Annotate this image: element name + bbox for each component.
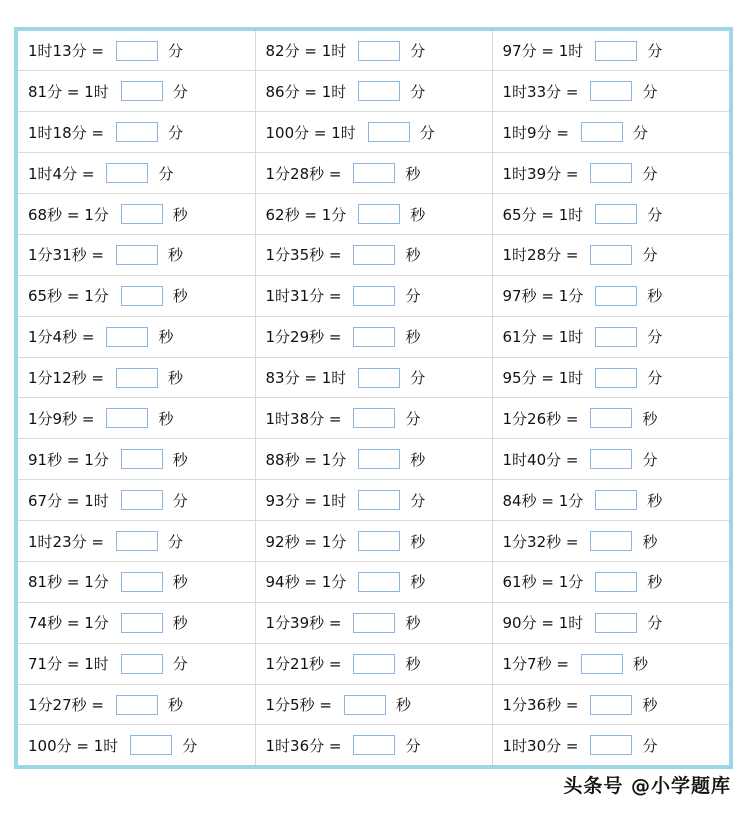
answer-box[interactable] (116, 41, 158, 61)
unit-label: 分 (419, 123, 435, 142)
table-row (18, 561, 729, 602)
question-text: 81分 = 1时 (28, 82, 109, 101)
question-text: 1时31分 = (265, 287, 342, 306)
question-text: 67分 = 1时 (28, 491, 109, 510)
question-text: 90分 = 1时 (502, 614, 584, 633)
answer-box[interactable] (116, 245, 158, 265)
answer-box[interactable] (121, 572, 163, 592)
table-row (18, 194, 729, 235)
question-text: 1时23分 = (28, 532, 104, 551)
table-row (18, 398, 729, 439)
answer-box[interactable] (121, 654, 163, 674)
answer-box[interactable] (358, 490, 400, 510)
question-text: 82分 = 1时 (265, 42, 347, 61)
exercise-cell (18, 194, 255, 235)
answer-box[interactable] (353, 654, 395, 674)
exercise-cell (255, 357, 492, 398)
unit-label: 分 (182, 736, 198, 755)
exercise-cell (255, 153, 492, 194)
question-text: 86分 = 1时 (265, 82, 347, 101)
exercise-cell (18, 480, 255, 521)
answer-box[interactable] (358, 81, 400, 101)
answer-box[interactable] (353, 286, 395, 306)
table-row (18, 439, 729, 480)
unit-label: 分 (410, 42, 426, 61)
question-text: 1时38分 = (265, 409, 342, 428)
exercise-cell (18, 234, 255, 275)
question-text: 1时9分 = (502, 123, 569, 142)
unit-label: 分 (647, 328, 663, 347)
answer-box[interactable] (121, 81, 163, 101)
exercise-cell (18, 316, 255, 357)
question-text: 71分 = 1时 (28, 655, 109, 674)
table-row (18, 602, 729, 643)
question-text: 1分29秒 = (265, 328, 342, 347)
question-text: 1时4分 = (28, 164, 95, 183)
exercise-cell (492, 521, 729, 562)
unit-label: 分 (405, 409, 421, 428)
answer-box[interactable] (353, 735, 395, 755)
answer-box[interactable] (590, 449, 632, 469)
question-text: 61秒 = 1分 (502, 573, 584, 592)
unit-label: 秒 (405, 164, 421, 183)
answer-box[interactable] (590, 531, 632, 551)
answer-box[interactable] (590, 163, 632, 183)
table-row (18, 521, 729, 562)
exercise-cell (18, 153, 255, 194)
worksheet (14, 27, 733, 769)
exercise-cell (18, 112, 255, 153)
answer-box[interactable] (595, 613, 637, 633)
unit-label: 分 (405, 287, 421, 306)
question-text: 97分 = 1时 (502, 42, 584, 61)
question-text: 1分31秒 = (28, 246, 104, 265)
unit-label: 秒 (158, 409, 174, 428)
exercise-cell (492, 561, 729, 602)
exercise-cell (18, 561, 255, 602)
answer-box[interactable] (121, 449, 163, 469)
question-text: 100分 = 1时 (28, 736, 119, 755)
table-row (18, 234, 729, 275)
unit-label: 分 (172, 491, 188, 510)
question-text: 1时40分 = (502, 450, 579, 469)
unit-label: 秒 (172, 614, 188, 633)
question-text: 1时13分 = (28, 42, 104, 61)
unit-label: 分 (647, 42, 663, 61)
answer-box[interactable] (590, 81, 632, 101)
answer-box[interactable] (121, 286, 163, 306)
unit-label: 分 (642, 736, 658, 755)
unit-label: 分 (410, 82, 426, 101)
exercise-cell (492, 275, 729, 316)
question-text: 94秒 = 1分 (265, 573, 347, 592)
unit-label: 分 (647, 205, 663, 224)
exercise-cell (255, 643, 492, 684)
answer-box[interactable] (116, 122, 158, 142)
answer-box[interactable] (353, 245, 395, 265)
unit-label: 秒 (405, 246, 421, 265)
unit-label: 秒 (405, 614, 421, 633)
table-row (18, 725, 729, 765)
question-text: 1时18分 = (28, 123, 104, 142)
exercise-cell (18, 31, 255, 71)
question-text: 74秒 = 1分 (28, 614, 109, 633)
question-text: 88秒 = 1分 (265, 450, 347, 469)
exercise-cell (255, 480, 492, 521)
unit-label: 分 (172, 655, 188, 674)
unit-label: 秒 (410, 450, 426, 469)
exercise-cell (492, 153, 729, 194)
exercise-cell (255, 194, 492, 235)
question-text: 1分32秒 = (502, 532, 579, 551)
exercise-cell (18, 71, 255, 112)
question-text: 1分28秒 = (265, 164, 342, 183)
question-text: 1分39秒 = (265, 614, 342, 633)
question-text: 65分 = 1时 (502, 205, 584, 224)
unit-label: 秒 (647, 491, 663, 510)
question-text: 1时28分 = (502, 246, 579, 265)
answer-box[interactable] (106, 408, 148, 428)
unit-label: 分 (172, 82, 188, 101)
answer-box[interactable] (595, 368, 637, 388)
answer-box[interactable] (344, 695, 386, 715)
unit-label: 秒 (410, 532, 426, 551)
table-row (18, 684, 729, 725)
watermark: 头条号 @小学题库 (563, 775, 731, 797)
exercise-cell (255, 316, 492, 357)
exercise-cell (18, 398, 255, 439)
unit-label: 秒 (395, 696, 411, 714)
answer-box[interactable] (358, 204, 400, 224)
answer-box[interactable] (368, 122, 410, 142)
question-text: 1分35秒 = (265, 246, 342, 265)
question-text: 68秒 = 1分 (28, 205, 109, 224)
answer-box[interactable] (121, 204, 163, 224)
unit-label: 秒 (158, 328, 174, 347)
answer-box[interactable] (116, 531, 158, 551)
unit-label: 秒 (410, 205, 426, 224)
exercise-cell (18, 684, 255, 725)
unit-label: 秒 (642, 409, 658, 428)
exercise-cell (18, 439, 255, 480)
exercise-cell (255, 684, 492, 725)
unit-label: 秒 (642, 696, 658, 714)
exercise-cell (18, 521, 255, 562)
table-row (18, 112, 729, 153)
unit-label: 秒 (405, 655, 421, 674)
unit-label: 分 (632, 123, 648, 142)
unit-label: 分 (642, 82, 658, 101)
unit-label: 分 (642, 246, 658, 265)
question-text: 81秒 = 1分 (28, 573, 109, 592)
question-text: 83分 = 1时 (265, 369, 347, 387)
unit-label: 秒 (647, 287, 663, 306)
unit-label: 秒 (172, 287, 188, 306)
answer-box[interactable] (358, 41, 400, 61)
answer-box[interactable] (581, 654, 623, 674)
unit-label: 分 (647, 369, 663, 387)
question-text: 61分 = 1时 (502, 328, 584, 347)
table-row (18, 275, 729, 316)
exercise-cell (492, 357, 729, 398)
question-text: 1分5秒 = (265, 696, 332, 714)
answer-box[interactable] (353, 613, 395, 633)
answer-box[interactable] (590, 245, 632, 265)
exercise-cell (18, 725, 255, 765)
unit-label: 秒 (167, 246, 183, 265)
exercise-cell (255, 31, 492, 71)
unit-label: 分 (642, 164, 658, 183)
unit-label: 秒 (167, 369, 183, 387)
unit-label: 秒 (167, 696, 183, 714)
answer-box[interactable] (353, 327, 395, 347)
question-text: 65秒 = 1分 (28, 287, 109, 306)
exercise-cell (492, 480, 729, 521)
question-text: 1时39分 = (502, 164, 579, 183)
question-text: 1分36秒 = (502, 696, 579, 714)
table-row (18, 643, 729, 684)
exercise-cell (255, 275, 492, 316)
exercise-cell (255, 234, 492, 275)
unit-label: 分 (647, 614, 663, 633)
answer-box[interactable] (358, 449, 400, 469)
answer-box[interactable] (595, 286, 637, 306)
unit-label: 秒 (172, 573, 188, 592)
exercise-cell (18, 357, 255, 398)
unit-label: 分 (642, 450, 658, 469)
exercise-cell (18, 275, 255, 316)
question-text: 100分 = 1时 (265, 123, 356, 142)
exercise-cell (492, 439, 729, 480)
unit-label: 分 (167, 42, 183, 61)
exercise-cell (492, 725, 729, 765)
exercise-cell (255, 521, 492, 562)
answer-box[interactable] (353, 408, 395, 428)
exercise-cell (255, 71, 492, 112)
unit-label: 秒 (642, 532, 658, 551)
unit-label: 秒 (405, 328, 421, 347)
table-row (18, 480, 729, 521)
answer-box[interactable] (595, 572, 637, 592)
question-text: 92秒 = 1分 (265, 532, 347, 551)
table-row (18, 357, 729, 398)
question-text: 1分7秒 = (502, 655, 569, 674)
answer-box[interactable] (581, 122, 623, 142)
question-text: 95分 = 1时 (502, 369, 584, 387)
unit-label: 分 (410, 491, 426, 510)
exercise-cell (492, 194, 729, 235)
question-text: 1分12秒 = (28, 369, 104, 387)
question-text: 93分 = 1时 (265, 491, 347, 510)
answer-box[interactable] (595, 41, 637, 61)
exercise-cell (255, 112, 492, 153)
answer-box[interactable] (121, 613, 163, 633)
question-text: 1时30分 = (502, 736, 579, 755)
answer-box[interactable] (595, 204, 637, 224)
answer-box[interactable] (595, 327, 637, 347)
question-text: 1分9秒 = (28, 409, 95, 428)
exercise-cell (255, 602, 492, 643)
question-text: 91秒 = 1分 (28, 450, 109, 469)
exercise-cell (255, 725, 492, 765)
answer-box[interactable] (116, 695, 158, 715)
question-text: 1分27秒 = (28, 696, 104, 714)
unit-label: 分 (405, 736, 421, 755)
answer-box[interactable] (116, 368, 158, 388)
unit-label: 秒 (410, 573, 426, 592)
exercise-cell (492, 684, 729, 725)
answer-box[interactable] (590, 735, 632, 755)
unit-label: 分 (167, 123, 183, 142)
answer-box[interactable] (595, 490, 637, 510)
answer-box[interactable] (353, 163, 395, 183)
question-text: 1时36分 = (265, 736, 342, 755)
exercise-cell (492, 602, 729, 643)
exercise-cell (255, 561, 492, 602)
question-text: 62秒 = 1分 (265, 205, 347, 224)
exercise-cell (492, 112, 729, 153)
exercise-cell (492, 316, 729, 357)
unit-label: 分 (158, 164, 174, 183)
exercise-cell (492, 398, 729, 439)
answer-box[interactable] (590, 408, 632, 428)
question-text: 84秒 = 1分 (502, 491, 584, 510)
answer-box[interactable] (358, 368, 400, 388)
question-text: 1分4秒 = (28, 328, 95, 347)
table-row (18, 153, 729, 194)
exercise-cell (255, 398, 492, 439)
unit-label: 秒 (632, 655, 648, 674)
table-row (18, 71, 729, 112)
unit-label: 分 (167, 532, 183, 551)
question-text: 1时33分 = (502, 82, 579, 101)
table-row (18, 316, 729, 357)
exercise-table (18, 31, 729, 765)
unit-label: 秒 (172, 205, 188, 224)
question-text: 97秒 = 1分 (502, 287, 584, 306)
question-text: 1分21秒 = (265, 655, 342, 674)
unit-label: 分 (410, 369, 426, 387)
answer-box[interactable] (358, 531, 400, 551)
answer-box[interactable] (358, 572, 400, 592)
exercise-cell (492, 643, 729, 684)
exercise-cell (492, 71, 729, 112)
answer-box[interactable] (121, 490, 163, 510)
unit-label: 秒 (647, 573, 663, 592)
exercise-cell (255, 439, 492, 480)
table-row (18, 31, 729, 71)
answer-box[interactable] (106, 163, 148, 183)
answer-box[interactable] (590, 695, 632, 715)
exercise-cell (492, 31, 729, 71)
exercise-cell (492, 234, 729, 275)
unit-label: 秒 (172, 450, 188, 469)
exercise-cell (18, 643, 255, 684)
exercise-cell (18, 602, 255, 643)
question-text: 1分26秒 = (502, 409, 579, 428)
answer-box[interactable] (130, 735, 172, 755)
answer-box[interactable] (106, 327, 148, 347)
